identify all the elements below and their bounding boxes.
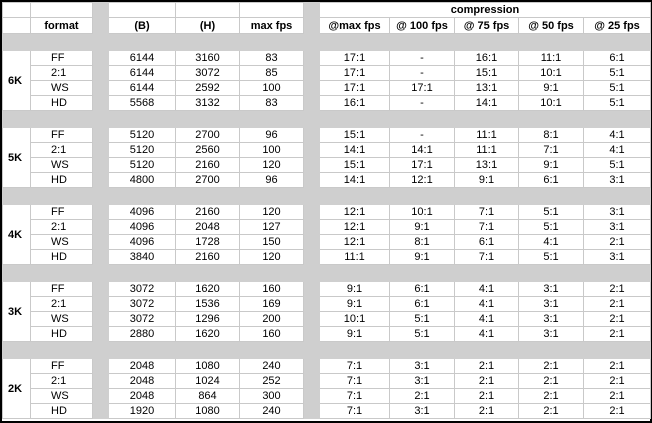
- table-row: [3, 404, 651, 419]
- cell-h: 864: [176, 389, 240, 404]
- cell-max-fps: 127: [240, 220, 304, 235]
- group-separator: [3, 111, 651, 128]
- cell-b: 6144: [109, 66, 176, 81]
- cell-comp-25: 3:1: [584, 173, 651, 188]
- table-row: [3, 312, 651, 327]
- cell-format: WS: [31, 312, 93, 327]
- cell-comp-75: 13:1: [455, 81, 519, 96]
- cell-b: 4096: [109, 235, 176, 250]
- cell-b: 4096: [109, 220, 176, 235]
- cell-comp-max: 7:1: [320, 404, 390, 419]
- cell-comp-100: 8:1: [390, 235, 455, 250]
- cell-comp-50: 10:1: [519, 96, 584, 111]
- cell-comp-50: 8:1: [519, 128, 584, 143]
- cell-comp-50: 5:1: [519, 205, 584, 220]
- cell-comp-50: 11:1: [519, 51, 584, 66]
- resolution-compression-table: [2, 2, 651, 419]
- cell-max-fps: 96: [240, 173, 304, 188]
- cell-comp-50: 2:1: [519, 359, 584, 374]
- cell-h: 2160: [176, 158, 240, 173]
- cell-b: 3072: [109, 297, 176, 312]
- col-header-at-max-fps: @max fps: [320, 18, 390, 34]
- cell-comp-75: 4:1: [455, 282, 519, 297]
- cell-h: 1080: [176, 404, 240, 419]
- cell-max-fps: 240: [240, 404, 304, 419]
- group-separator: [3, 188, 651, 205]
- cell-format: HD: [31, 250, 93, 265]
- cell-comp-75: 2:1: [455, 374, 519, 389]
- table-row: [3, 250, 651, 265]
- table-row: [3, 96, 651, 111]
- cell-b: 4800: [109, 173, 176, 188]
- cell-comp-75: 2:1: [455, 404, 519, 419]
- cell-comp-50: 3:1: [519, 297, 584, 312]
- cell-format: HD: [31, 96, 93, 111]
- cell-comp-100: 5:1: [390, 327, 455, 342]
- cell-comp-50: 7:1: [519, 143, 584, 158]
- cell-comp-25: 4:1: [584, 143, 651, 158]
- cell-comp-25: 2:1: [584, 297, 651, 312]
- cell-comp-50: 9:1: [519, 158, 584, 173]
- cell-comp-25: 2:1: [584, 312, 651, 327]
- table-row: [3, 205, 651, 220]
- cell-comp-100: 3:1: [390, 374, 455, 389]
- cell-max-fps: 169: [240, 297, 304, 312]
- cell-comp-100: 6:1: [390, 282, 455, 297]
- cell-b: 6144: [109, 51, 176, 66]
- cell-h: 1620: [176, 327, 240, 342]
- cell-comp-100: 9:1: [390, 250, 455, 265]
- cell-comp-100: 12:1: [390, 173, 455, 188]
- cell-b: 2880: [109, 327, 176, 342]
- cell-comp-75: 11:1: [455, 143, 519, 158]
- col-header-format: format: [31, 18, 93, 34]
- cell-comp-50: 2:1: [519, 404, 584, 419]
- cell-comp-max: 15:1: [320, 158, 390, 173]
- cell-b: 4096: [109, 205, 176, 220]
- cell-comp-max: 15:1: [320, 128, 390, 143]
- cell-comp-100: 6:1: [390, 297, 455, 312]
- cell-h: 2560: [176, 143, 240, 158]
- cell-comp-75: 7:1: [455, 220, 519, 235]
- group-label: 2K: [3, 359, 31, 419]
- cell-comp-max: 7:1: [320, 359, 390, 374]
- table-row: [3, 173, 651, 188]
- cell-comp-50: 3:1: [519, 327, 584, 342]
- cell-comp-max: 7:1: [320, 389, 390, 404]
- cell-max-fps: 100: [240, 81, 304, 96]
- cell-comp-75: 7:1: [455, 250, 519, 265]
- cell-comp-75: 2:1: [455, 359, 519, 374]
- cell-h: 2160: [176, 250, 240, 265]
- cell-b: 2048: [109, 374, 176, 389]
- cell-b: 6144: [109, 81, 176, 96]
- cell-comp-50: 2:1: [519, 374, 584, 389]
- cell-h: 1024: [176, 374, 240, 389]
- cell-comp-max: 9:1: [320, 327, 390, 342]
- cell-h: 3072: [176, 66, 240, 81]
- table-row: [3, 220, 651, 235]
- cell-comp-25: 2:1: [584, 282, 651, 297]
- cell-max-fps: 83: [240, 96, 304, 111]
- cell-comp-50: 3:1: [519, 282, 584, 297]
- cell-max-fps: 96: [240, 128, 304, 143]
- cell-format: 2:1: [31, 143, 93, 158]
- cell-comp-100: 14:1: [390, 143, 455, 158]
- cell-format: 2:1: [31, 66, 93, 81]
- table-row: [3, 81, 651, 96]
- cell-comp-max: 7:1: [320, 374, 390, 389]
- cell-comp-75: 4:1: [455, 327, 519, 342]
- cell-comp-25: 2:1: [584, 359, 651, 374]
- cell-comp-75: 6:1: [455, 235, 519, 250]
- cell-comp-max: 17:1: [320, 66, 390, 81]
- cell-max-fps: 85: [240, 66, 304, 81]
- cell-comp-25: 5:1: [584, 96, 651, 111]
- cell-b: 5120: [109, 128, 176, 143]
- cell-comp-100: 9:1: [390, 220, 455, 235]
- cell-comp-max: 12:1: [320, 220, 390, 235]
- col-header-at-50-fps: @ 50 fps: [519, 18, 584, 34]
- cell-comp-max: 17:1: [320, 81, 390, 96]
- cell-max-fps: 150: [240, 235, 304, 250]
- cell-format: 2:1: [31, 220, 93, 235]
- spreadsheet-frame: [2, 2, 650, 421]
- cell-comp-50: 5:1: [519, 250, 584, 265]
- cell-comp-max: 14:1: [320, 173, 390, 188]
- cell-comp-50: 3:1: [519, 312, 584, 327]
- cell-comp-max: 14:1: [320, 143, 390, 158]
- cell-comp-75: 16:1: [455, 51, 519, 66]
- cell-comp-50: 2:1: [519, 389, 584, 404]
- cell-comp-max: 9:1: [320, 282, 390, 297]
- cell-comp-100: 10:1: [390, 205, 455, 220]
- cell-comp-75: 15:1: [455, 66, 519, 81]
- cell-h: 2700: [176, 128, 240, 143]
- cell-comp-50: 4:1: [519, 235, 584, 250]
- table-row: [3, 143, 651, 158]
- group-label: 6K: [3, 51, 31, 111]
- cell-comp-25: 4:1: [584, 128, 651, 143]
- cell-h: 1536: [176, 297, 240, 312]
- cell-format: WS: [31, 81, 93, 96]
- cell-max-fps: 120: [240, 158, 304, 173]
- cell-comp-75: 9:1: [455, 173, 519, 188]
- table-row: [3, 359, 651, 374]
- cell-comp-75: 7:1: [455, 205, 519, 220]
- cell-b: 2048: [109, 359, 176, 374]
- cell-h: 1728: [176, 235, 240, 250]
- cell-comp-25: 6:1: [584, 51, 651, 66]
- cell-comp-100: -: [390, 51, 455, 66]
- cell-comp-50: 6:1: [519, 173, 584, 188]
- cell-h: 1296: [176, 312, 240, 327]
- cell-h: 1620: [176, 282, 240, 297]
- cell-comp-75: 14:1: [455, 96, 519, 111]
- cell-b: 5568: [109, 96, 176, 111]
- cell-format: HD: [31, 404, 93, 419]
- cell-comp-25: 5:1: [584, 66, 651, 81]
- cell-comp-75: 11:1: [455, 128, 519, 143]
- cell-max-fps: 300: [240, 389, 304, 404]
- col-header-at-100-fps: @ 100 fps: [390, 18, 455, 34]
- table-row: [3, 128, 651, 143]
- cell-comp-25: 2:1: [584, 374, 651, 389]
- cell-max-fps: 160: [240, 327, 304, 342]
- cell-format: FF: [31, 51, 93, 66]
- cell-max-fps: 120: [240, 250, 304, 265]
- cell-format: FF: [31, 128, 93, 143]
- cell-b: 3072: [109, 312, 176, 327]
- table-row: [3, 374, 651, 389]
- cell-format: FF: [31, 282, 93, 297]
- cell-format: FF: [31, 359, 93, 374]
- cell-b: 3072: [109, 282, 176, 297]
- table-row: [3, 51, 651, 66]
- cell-comp-100: 3:1: [390, 404, 455, 419]
- cell-b: 5120: [109, 158, 176, 173]
- cell-max-fps: 200: [240, 312, 304, 327]
- col-header-at-75-fps: @ 75 fps: [455, 18, 519, 34]
- cell-h: 2700: [176, 173, 240, 188]
- cell-comp-75: 13:1: [455, 158, 519, 173]
- cell-h: 2160: [176, 205, 240, 220]
- cell-h: 3132: [176, 96, 240, 111]
- cell-comp-25: 2:1: [584, 235, 651, 250]
- header-row-top: [3, 3, 651, 18]
- table-row: [3, 297, 651, 312]
- cell-comp-100: 5:1: [390, 312, 455, 327]
- cell-format: WS: [31, 389, 93, 404]
- cell-format: 2:1: [31, 374, 93, 389]
- cell-format: 2:1: [31, 297, 93, 312]
- cell-h: 3160: [176, 51, 240, 66]
- cell-b: 2048: [109, 389, 176, 404]
- cell-max-fps: 240: [240, 359, 304, 374]
- cell-comp-25: 2:1: [584, 327, 651, 342]
- table-row: [3, 158, 651, 173]
- group-separator: [3, 342, 651, 359]
- cell-comp-max: 17:1: [320, 51, 390, 66]
- cell-format: FF: [31, 205, 93, 220]
- cell-comp-max: 12:1: [320, 205, 390, 220]
- cell-format: WS: [31, 235, 93, 250]
- table-row: [3, 66, 651, 81]
- cell-h: 1080: [176, 359, 240, 374]
- compression-title: compression: [320, 3, 651, 18]
- cell-comp-100: 17:1: [390, 158, 455, 173]
- table-row: [3, 282, 651, 297]
- cell-format: HD: [31, 173, 93, 188]
- cell-h: 2048: [176, 220, 240, 235]
- cell-h: 2592: [176, 81, 240, 96]
- col-header-at-25-fps: @ 25 fps: [584, 18, 651, 34]
- cell-comp-max: 11:1: [320, 250, 390, 265]
- cell-max-fps: 252: [240, 374, 304, 389]
- cell-comp-50: 9:1: [519, 81, 584, 96]
- cell-comp-max: 9:1: [320, 297, 390, 312]
- cell-comp-75: 4:1: [455, 312, 519, 327]
- cell-comp-100: -: [390, 66, 455, 81]
- cell-comp-25: 3:1: [584, 205, 651, 220]
- cell-comp-25: 5:1: [584, 158, 651, 173]
- cell-comp-max: 10:1: [320, 312, 390, 327]
- cell-comp-100: 2:1: [390, 389, 455, 404]
- cell-comp-75: 4:1: [455, 297, 519, 312]
- cell-comp-50: 10:1: [519, 66, 584, 81]
- group-separator: [3, 265, 651, 282]
- cell-comp-25: 2:1: [584, 389, 651, 404]
- cell-b: 3840: [109, 250, 176, 265]
- cell-comp-75: 2:1: [455, 389, 519, 404]
- cell-format: HD: [31, 327, 93, 342]
- table-row: [3, 389, 651, 404]
- cell-comp-100: 17:1: [390, 81, 455, 96]
- cell-max-fps: 83: [240, 51, 304, 66]
- group-separator: [3, 34, 651, 51]
- table-row: [3, 327, 651, 342]
- group-label: 4K: [3, 205, 31, 265]
- cell-comp-max: 12:1: [320, 235, 390, 250]
- cell-comp-25: 2:1: [584, 404, 651, 419]
- group-label: 3K: [3, 282, 31, 342]
- header-row-columns: [3, 18, 651, 34]
- cell-comp-100: 3:1: [390, 359, 455, 374]
- cell-format: WS: [31, 158, 93, 173]
- cell-comp-50: 5:1: [519, 220, 584, 235]
- col-header-max-fps: max fps: [240, 18, 304, 34]
- cell-comp-25: 3:1: [584, 250, 651, 265]
- cell-comp-max: 16:1: [320, 96, 390, 111]
- cell-comp-25: 5:1: [584, 81, 651, 96]
- cell-max-fps: 160: [240, 282, 304, 297]
- col-header-b: (B): [109, 18, 176, 34]
- cell-comp-100: -: [390, 128, 455, 143]
- table-body: [3, 3, 651, 419]
- cell-b: 1920: [109, 404, 176, 419]
- cell-comp-25: 3:1: [584, 220, 651, 235]
- cell-b: 5120: [109, 143, 176, 158]
- cell-comp-100: -: [390, 96, 455, 111]
- cell-max-fps: 120: [240, 205, 304, 220]
- cell-max-fps: 100: [240, 143, 304, 158]
- group-label: 5K: [3, 128, 31, 188]
- table-row: [3, 235, 651, 250]
- col-header-h: (H): [176, 18, 240, 34]
